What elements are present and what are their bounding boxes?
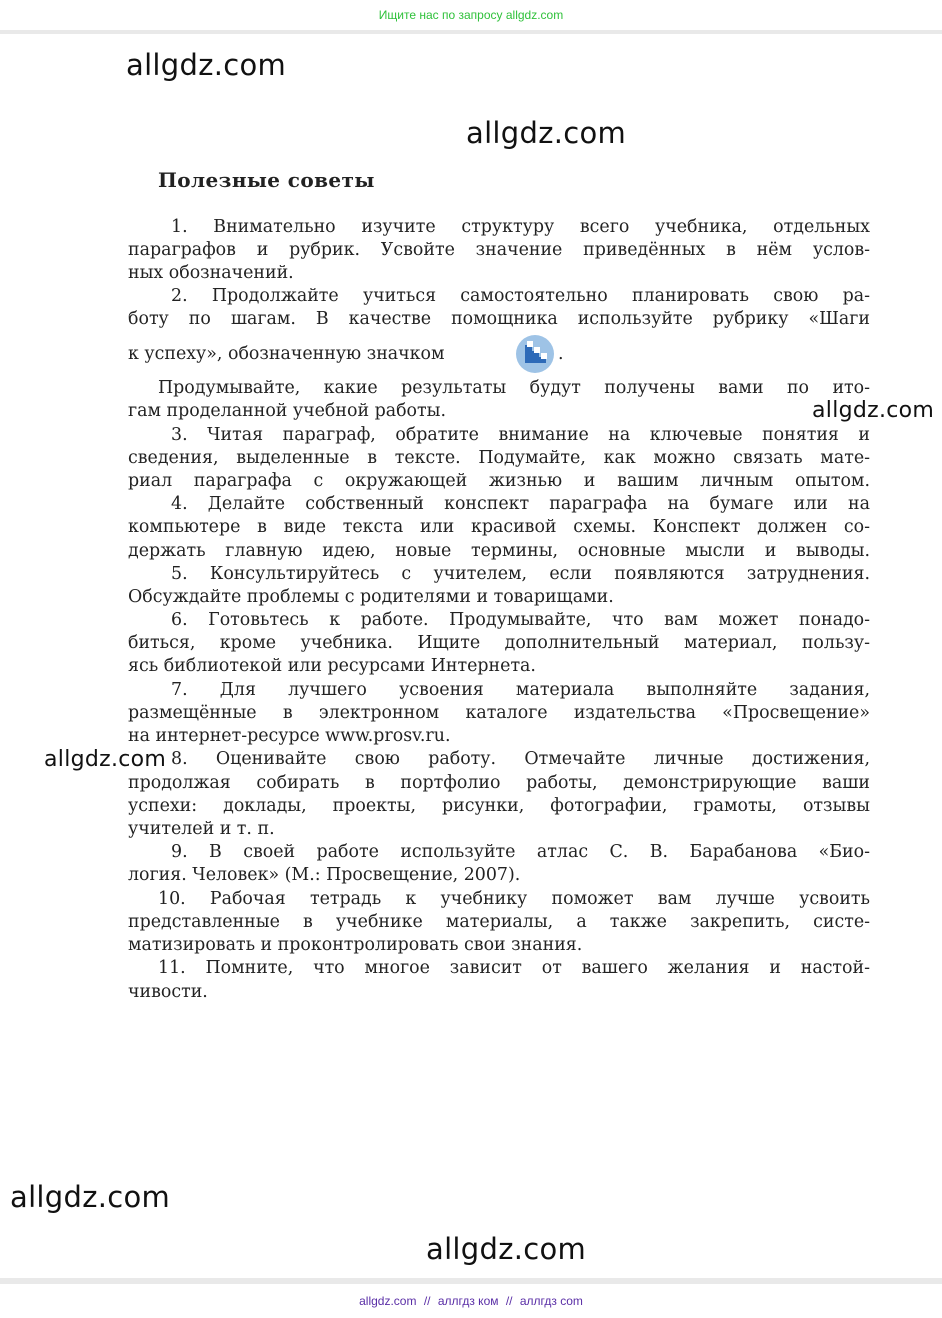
- text-line: 5. Консультируйтесь с учителем, если появляются затруднения.: [171, 564, 870, 584]
- text-line: 6. Готовьтесь к работе. Продумывайте, что вам может понадо-: [171, 610, 870, 630]
- footer-link[interactable]: аллгдз com: [519, 1294, 583, 1308]
- footer-separator: //: [505, 1294, 513, 1308]
- text-line: 11. Помните, что многое зависит от вашего желания и настой-: [158, 958, 870, 978]
- watermark: allgdz.com: [812, 398, 935, 423]
- text-line: учителей и т. п.: [128, 819, 275, 839]
- text-line: 7. Для лучшего усвоения материала выполняйте задания,: [171, 680, 870, 700]
- text-line: ных обозначений.: [128, 263, 294, 283]
- text-line: успехи: доклады, проекты, рисунки, фотографии, грамоты, отзывы: [128, 796, 870, 816]
- watermark: allgdz.com: [466, 116, 627, 150]
- text-line: гам проделанной учебной работы.: [128, 401, 447, 421]
- watermark: allgdz.com: [426, 1232, 587, 1266]
- footer-link[interactable]: аллгдз ком: [437, 1294, 499, 1308]
- top-banner[interactable]: Ищите нас по запросу allgdz.com: [0, 0, 942, 30]
- footer-link[interactable]: allgdz.com: [359, 1294, 417, 1308]
- text-line: 4. Делайте собственный конспект параграфа на бумаге или на: [171, 494, 870, 514]
- text-line: 1. Внимательно изучите структуру всего учебника, отдельных: [171, 217, 870, 237]
- text-line: представленные в учебнике материалы, а также закрепить, систе-: [128, 912, 870, 932]
- text-line: 3. Читая параграф, обратите внимание на ключевые понятия и: [171, 425, 870, 445]
- text-line: ясь библиотекой или ресурсами Интернета.: [128, 656, 536, 676]
- text-line: держать главную идею, новые термины, основные мысли и выводы.: [128, 541, 870, 561]
- text-line: 2. Продолжайте учиться самостоятельно планировать свою ра-: [171, 286, 870, 306]
- text-line: логия. Человек» (М.: Просвещение, 2007).: [128, 865, 521, 885]
- text-line: риал параграфа с окружающей жизнью и вашим личным опытом.: [128, 471, 870, 491]
- text-line: 9. В своей работе используйте атлас С. В. Барабанова «Био-: [171, 842, 870, 862]
- text-line: Продумывайте, какие результаты будут получены вами по ито-: [158, 378, 870, 398]
- text-line: .: [558, 344, 564, 364]
- text-line: 10. Рабочая тетрадь к учебнику поможет вам лучше усвоить: [158, 889, 870, 909]
- watermark: allgdz.com: [44, 747, 167, 772]
- text-line: продолжая собирать в портфолио работы, демонстрирующие ваши: [128, 773, 870, 793]
- page-title: Полезные советы: [158, 168, 375, 192]
- text-line: чивости.: [128, 982, 208, 1002]
- text-line: на интернет-ресурсе www.prosv.ru.: [128, 726, 451, 746]
- text-line: боту по шагам. В качестве помощника используйте рубрику «Шаги: [128, 309, 870, 329]
- text-line: компьютере в виде текста или красивой схемы. Конспект должен со-: [128, 517, 870, 537]
- text-line: матизировать и проконтролировать свои знания.: [128, 935, 583, 955]
- footer-separator: //: [423, 1294, 431, 1308]
- text-line: Обсуждайте проблемы с родителями и товарищами.: [128, 587, 614, 607]
- footer-links: [0, 1284, 942, 1318]
- text-line: размещённые в электронном каталоге издательства «Просвещение»: [128, 703, 870, 723]
- text-line: 8. Оценивайте свою работу. Отмечайте личные достижения,: [171, 749, 870, 769]
- watermark: allgdz.com: [10, 1180, 171, 1214]
- text-line: параграфов и рубрик. Усвойте значение приведённых в нём услов-: [128, 240, 870, 260]
- text-line: сведения, выделенные в тексте. Подумайте, как можно связать мате-: [128, 448, 870, 468]
- text-line: к успеху», обозначенную значком: [128, 344, 445, 364]
- watermark: allgdz.com: [126, 48, 287, 82]
- text-line: биться, кроме учебника. Ищите дополнительный материал, пользу-: [128, 633, 870, 653]
- steps-to-success-icon: [516, 335, 554, 373]
